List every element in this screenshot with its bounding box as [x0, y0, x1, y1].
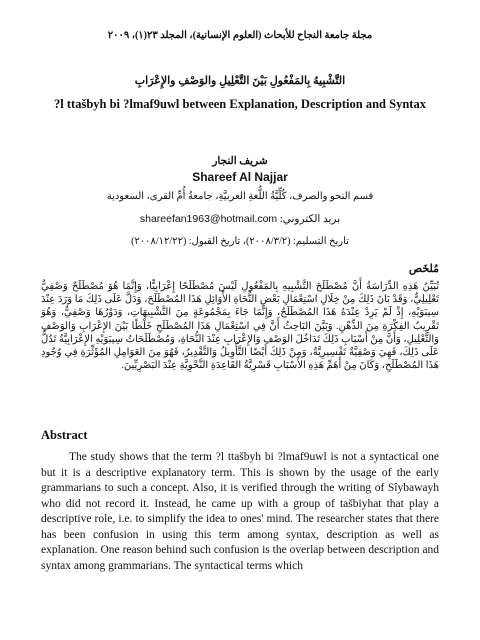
title-arabic: التَّشْبِيهُ بِالمَفْعُولِ بَيْنَ التَّعْلِيلِ والوَصْفِ والإِعْرَابِ: [134, 75, 346, 87]
author-name-english: Shareef Al Najjar: [192, 170, 288, 184]
abstract-arabic-text: تُبَيِّنُ هَذِهِ الدِّرَاسَةُ أَنَّ مُصْطَلَحَ التَّشْبِيهِ بِالمَفْعُولِ لَيْسَ مُصْطَلَحًا إِعْرَابِيًّا، وَإِنَّمَا هُوَ مُصْطَلَحٌ وَصْفِيٌّ تَعْلِيلِيٌّ، وَقَدْ بَانَ ذَلِكَ مِنْ خِلَالِ اسْتِعْمَالِ بَعْضِ النُّحَاةِ الأَوَائِلِ هَذَا المُصْطَلَحَ، وَدَلَّ عَلَى ذَلِكَ مَا وَرَدَ عِنْدَ سِيبَوَيْهِ، إِذْ لَمْ يَرِدْ عِنْدَهُ هَذَا المُصْطَلَحُ، وَإِنَّمَا جَاءَ بِمَجْمُوعَةٍ مِنَ التَّشْبِيهَاتِ، وَدَوْرُهَا وَصْفِيٌّ، وَهُوَ تَقْرِيبُ الفِكْرَةِ مِنَ الذِّهْنِ. وَبَيَّنَ البَاحِثُ أَنَّ فِي اسْتِعْمَالِ هَذَا المُصْطَلَحِ خَلْطًا بَيْنَ الإِعْرَابِ وَالوَصْفِ وَالتَّعْلِيلِ، وَأَنَّ مِنْ أَسْبَابِ ذَلِكَ تَدَاخُلَ الوَصْفِ وَالإِعْرَابِ عِنْدَ النُّحَاةِ، وَمُصْطَلَحَاتُ سِيبَوَيْهِ الإِعْرَابِيَّةُ تَدُلُّ عَلَى ذَلِكَ، فَهِيَ وَصْفِيَّةٌ تَفْسِيرِيَّةٌ، وَمِنْ ذَلِكَ أَيْضًا التَّأْوِيلُ وَالتَّقْدِيرُ، فَهُوَ مِنَ العَوَامِلِ المُؤَثِّرَةِ فِي وُجُودِ هَذَا المُصْطَلَحِ، وَكَانَ مِنْ أَهَمِّ هَذِهِ الأَسْبَابِ قَسْرِيَّةُ القَاعِدَةِ النَّحْوِيَّةِ عِنْدَ البَصْرِيِّينَ.: [41, 281, 439, 372]
abstract-heading: Abstract: [41, 428, 88, 442]
abstract-english-text: The study shows that the term ?l ttašbyh bi ?lmaf9uwl is not a syntactical one but it is a descriptive explanatory term. This is shown by the usage of the early grammarians to such a concept. Also, it is verified through the writing of Sîybawayh who did not record it. Instead, he came up with a group of tašbiyhat that play a descriptive role, i.e. to simplify the idea to ones' mind. The researcher states that there has been confusion in using this term among syntax, description as well as explanation. One reason behind such confusion is the overlap between description and syntax among grammarians. The syntactical terms which: [41, 451, 439, 572]
email-address: shareefan1963@hotmail.com: [139, 213, 278, 225]
email-line: [30, 213, 450, 225]
email-label: بريد الكتروني:: [279, 214, 341, 225]
submission-dates: تاريخ التسليم: (٢٠٠٨/٣/٢)، تاريخ القبول: (٢٠٠٨/١٢/٢٢): [131, 236, 349, 247]
journal-header: مجلة جامعة النجاح للأبحاث (العلوم الإنسانية)، المجلد ٢٣(١)، ٢٠٠٩: [107, 30, 373, 41]
title-english: ?l ttašbyh bi ?lmaf9uwl between Explanation, Description and Syntax: [54, 97, 426, 111]
abstract-arabic-heading: مُلخَص: [408, 263, 439, 275]
author-name-arabic: شريف النجار: [212, 156, 268, 167]
author-affiliation: قسم النحو والصرف، كُلِّيَّةُ اللُّغةِ العربيَّةِ، جامعةُ أُمِّ القرى، السعودية: [106, 191, 374, 202]
